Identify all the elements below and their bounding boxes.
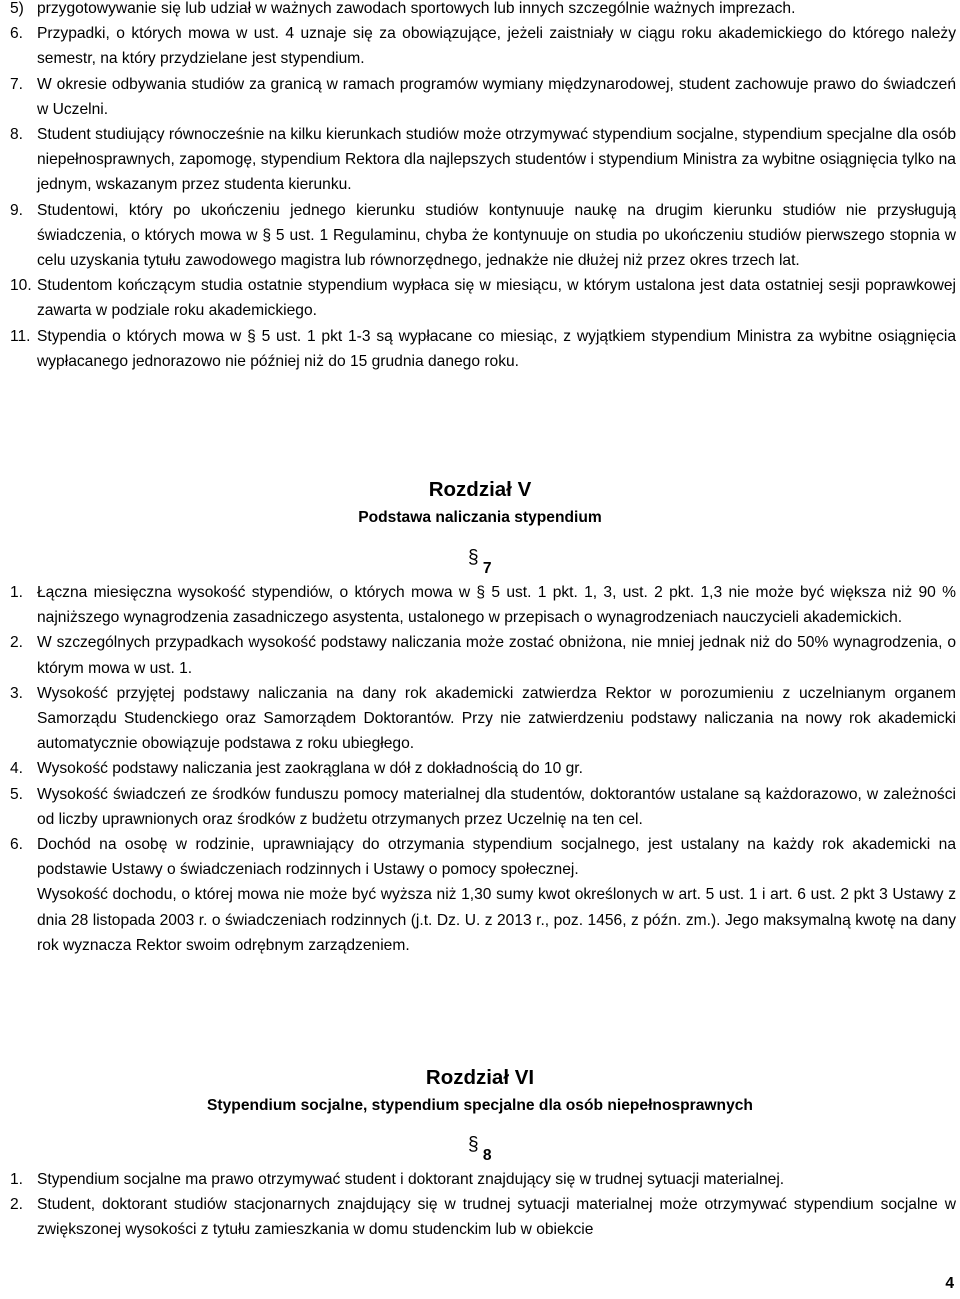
list-item — [10, 21, 956, 71]
item-number: 6. — [10, 836, 24, 854]
section-number: 7 — [482, 560, 492, 577]
list-item — [10, 0, 956, 21]
list-item — [10, 756, 956, 781]
item-number: 4. — [10, 760, 24, 778]
list-item — [10, 681, 956, 757]
item-number: 8. — [10, 126, 24, 144]
item-number: 5) — [10, 0, 24, 17]
list-item — [10, 580, 956, 630]
item-number: 11. — [10, 327, 31, 345]
item-number: 7. — [10, 75, 24, 93]
page-number: 4 — [945, 1275, 954, 1292]
item-number: 5. — [10, 785, 24, 803]
chapter5-list — [10, 580, 956, 958]
item-text: Wysokość podstawy naliczania jest zaokrąglana w dół z dokładnością do 10 gr. — [37, 760, 583, 778]
item-number: 1. — [10, 584, 24, 601]
list-item — [10, 782, 956, 832]
section-symbol: § — [468, 547, 479, 568]
item-number: 2. — [10, 634, 24, 652]
list-item — [10, 832, 956, 882]
item-number: 1. — [10, 1171, 24, 1188]
item-text: Przypadki, o których mowa w ust. 4 uznaje się za obowiązujące, jeżeli zaistniały w ciągu roku akademickiego do którego należy semestr, na który przydzielane jest stypendium. — [37, 25, 956, 68]
item-text: Student, doktorant studiów stacjonarnych znajdujący się w trudnej sytuacji materialnej może otrzymywać stypendium socjalne w zwiększonej wysokości z tytułu zamieszkania w domu studenckim lub w obiekcie — [37, 1196, 956, 1239]
item-text: Student studiujący równocześnie na kilku kierunkach studiów może otrzymywać stypendium socjalne, stypendium specjalne dla osób niepełnosprawnych, zapomogę, stypendium Rektora dla najlepszych studentów i stypendium Ministra za wybitne osiągnięcia tylko na jednym, wskazanym przez studenta kierunku. — [37, 126, 956, 194]
chapter-subtitle: Podstawa naliczania stypendium — [358, 509, 602, 526]
item-number: 9. — [10, 201, 24, 219]
item-text: Studentom kończącym studia ostatnie stypendium wypłaca się w miesiącu, w którym ustalona jest data ostatniej sesji poprawkowej zawarta w podziale roku akademickiego. — [37, 277, 956, 320]
list-item — [10, 1167, 956, 1192]
item-text: W szczególnych przypadkach wysokość podstawy naliczania może zostać obniżona, nie mniej jednak niż do 50% wynagrodzenia, o którym mowa w ust. 1. — [37, 634, 956, 677]
section-heading — [468, 1134, 508, 1168]
item-text: Wysokość przyjętej podstawy naliczania na dany rok akademicki zatwierdza Rektor w porozumieniu z uczelnianym organem Samorządu Studenckiego oraz Samorządem Doktorantów. Przy nie zatwierdzeniu podstawy naliczania na nowy rok akademicki automatycznie obowiązuje podstawa z roku ubiegłego. — [37, 684, 956, 753]
list-item — [10, 1192, 956, 1242]
chapter6-list — [10, 1167, 956, 1243]
top-list — [10, 0, 956, 374]
item-text: Wysokość świadczeń ze środków funduszu pomocy materialnej dla studentów, doktorantów ustalane są każdorazowo, w zależności od liczby uprawnionych oraz środków z budżetu otrzymanych przez Uczelnię na ten cel. — [37, 785, 956, 828]
chapter-title: Rozdział VI — [425, 1066, 535, 1089]
item-text: Dochód na osobę w rodzinie, uprawniający do otrzymania stypendium socjalnego, jest ustalany na każdy rok akademicki na podstawie Ustawy o świadczeniach rodzinnych i Ustawy o pomocy społecznej. — [37, 836, 956, 879]
item-number: 3. — [10, 684, 24, 702]
chapter-title: Rozdział V — [428, 478, 532, 501]
item-number: 10. — [10, 277, 32, 295]
item-number: 6. — [10, 25, 24, 43]
section-heading — [468, 547, 508, 581]
chapter-subtitle: Stypendium socjalne, stypendium specjalne dla osób niepełnosprawnych — [207, 1097, 753, 1114]
paragraph: Wysokość dochodu, o której mowa nie może być wyższa niż 1,30 sumy kwot określonych w art. 5 ust. 1 i art. 6 ust. 2 pkt 3 Ustawy z dnia 28 listopada 2003 r. o świadczeniach rodzinnych (j.t. Dz. U. z 2013 r., poz. 1456, z późn. zm.). Jego maksymalną kwotę na dany rok wyznacza Rektor swoim odrębnym zarządzeniem. — [37, 886, 956, 954]
item-number: 2. — [10, 1196, 24, 1214]
list-item — [10, 630, 956, 680]
list-item — [10, 198, 956, 274]
item-text: W okresie odbywania studiów za granicą w ramach programów wymiany międzynarodowej, student zachowuje prawo do świadczeń w Uczelni. — [37, 75, 956, 118]
section-number: 8 — [482, 1147, 492, 1164]
item-text: Stypendia o których mowa w § 5 ust. 1 pkt 1-3 są wypłacane co miesiąc, z wyjątkiem stypendium Ministra za wybitne osiągnięcia wypłacanego jednorazowo nie później niż do 15 grudnia danego roku. — [37, 327, 956, 370]
list-item — [10, 122, 956, 198]
list-item — [10, 273, 956, 323]
item-text: Studentowi, który po ukończeniu jednego kierunku studiów kontynuuje naukę na drugim kierunku studiów nie przysługują świadczenia, o których mowa w § 5 ust. 1 Regulaminu, chyba że kontynuuje on studia po ukończeniu studiów pierwszego stopnia w celu uzyskania tytułu zawodowego magistra lub równorzędnego, jednakże nie dłużej niż przez okres trzech lat. — [37, 201, 956, 270]
item-text: przygotowywanie się lub udział w ważnych zawodach sportowych lub innych szczególnie ważnych imprezach. — [37, 0, 796, 17]
item-text: Łączna miesięczna wysokość stypendiów, o których mowa w § 5 ust. 1 pkt. 1, 3, ust. 2 pkt. 1,3 nie może być większa niż 90 % najniższego wynagrodzenia zasadniczego asystenta, ustalonego w przepisach o wynagrodzeniach nauczycieli akademickich. — [37, 584, 956, 627]
list-item — [10, 72, 956, 122]
item-text: Stypendium socjalne ma prawo otrzymywać student i doktorant znajdujący się w trudnej sytuacji materialnej. — [37, 1171, 785, 1188]
section-symbol: § — [468, 1134, 479, 1155]
list-item — [10, 324, 956, 374]
